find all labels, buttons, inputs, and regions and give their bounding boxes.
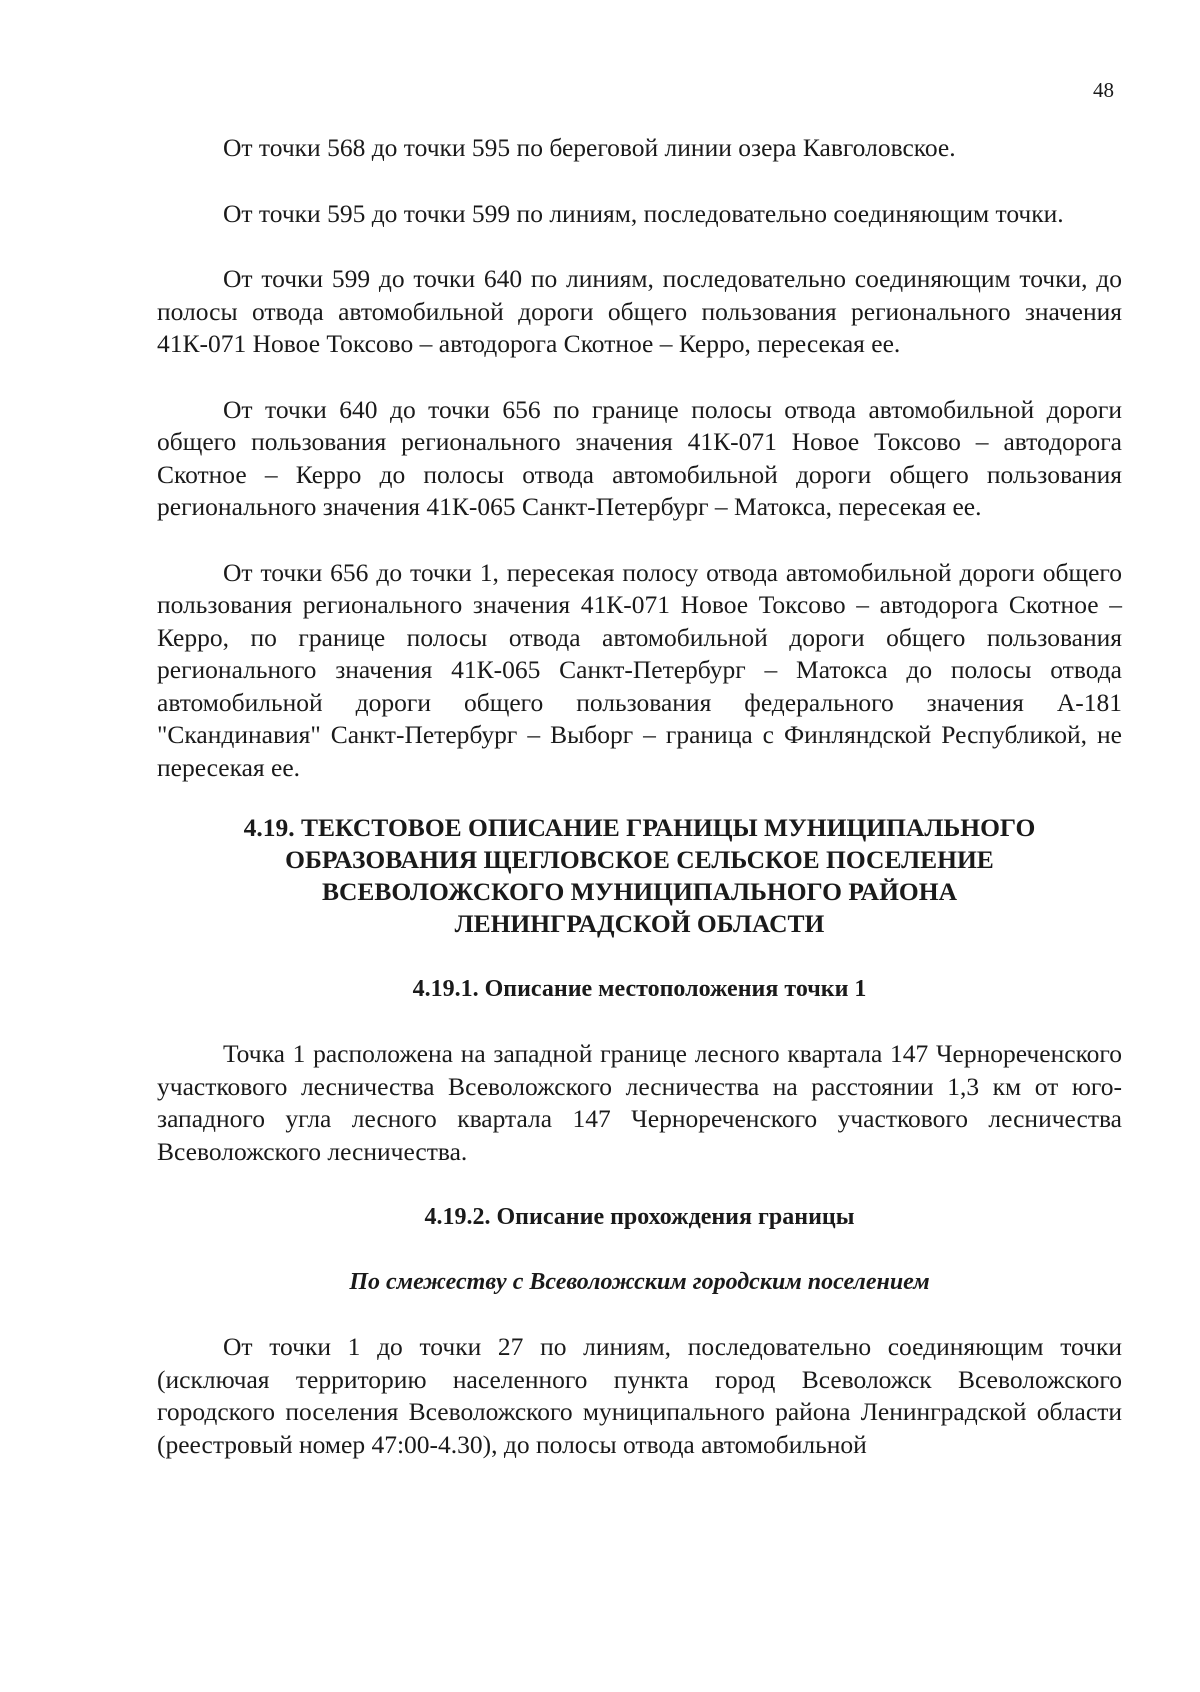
point-location-text: Точка 1 расположена на западной границе лесного квартала 147 Чернореченского участкового лесничества Всеволожского лесничества на расстоянии 1,3 км от юго-западного угла лесного квартала 147 Чернореченского участкового лесничества Всеволожского лесничества. bbox=[157, 1039, 1122, 1166]
paragraph-3: От точки 599 до точки 640 по линиям, последовательно соединяющим точки, до полосы отвода автомобильной дороги общего пользования регионального значения 41К-071 Новое Токсово – автодорога Скотное – Керро, пересекая ее. bbox=[157, 264, 1122, 358]
adjacency-heading: По смежеству с Всеволожским городским поселением bbox=[349, 1269, 930, 1295]
subsection-heading-point-location: 4.19.1. Описание местоположения точки 1 bbox=[412, 976, 867, 1002]
page-content bbox=[157, 132, 1122, 1461]
subsection-heading-boundary: 4.19.2. Описание прохождения границы bbox=[424, 1204, 855, 1230]
section-heading-line: ЛЕНИНГРАДСКОЙ ОБЛАСТИ bbox=[454, 909, 825, 938]
paragraph-5: От точки 656 до точки 1, пересекая полосу отвода автомобильной дороги общего пользования регионального значения 41К-071 Новое Токсово – автодорога Скотное – Керро, по границе полосы отвода автомобильной дороги общего пользования регионального значения 41К-065 Санкт-Петербург – Матокса до полосы отвода автомобильной дороги общего пользования федерального значения А-181 "Скандинавия" Санкт-Петербург – Выборг – граница с Финляндской Республикой, не пересекая ее. bbox=[157, 557, 1122, 782]
adjacency-text: От точки 1 до точки 27 по линиям, последовательно соединяющим точки (исключая территорию населенного пункта город Всеволожск Всеволожского городского поселения Всеволожского муниципального района Ленинградской области (реестровый номер 47:00-4.30), до полосы отвода автомобильной bbox=[157, 1332, 1122, 1459]
paragraph-1: От точки 568 до точки 595 по береговой линии озера Кавголовское. bbox=[223, 133, 956, 162]
section-heading-line: ОБРАЗОВАНИЯ ЩЕГЛОВСКОЕ СЕЛЬСКОЕ ПОСЕЛЕНИЕ bbox=[285, 845, 994, 874]
paragraph-2: От точки 595 до точки 599 по линиям, последовательно соединяющим точки. bbox=[223, 198, 1064, 228]
section-heading-line: 4.19. ТЕКСТОВОЕ ОПИСАНИЕ ГРАНИЦЫ МУНИЦИПАЛЬНОГО bbox=[243, 813, 1036, 842]
section-heading bbox=[157, 812, 1122, 940]
paragraph-4: От точки 640 до точки 656 по границе полосы отвода автомобильной дороги общего пользования регионального значения 41К-071 Новое Токсово – автодорога Скотное – Керро до полосы отвода автомобильной дороги общего пользования регионального значения 41К-065 Санкт-Петербург – Матокса, пересекая ее. bbox=[157, 394, 1122, 521]
page-number: 48 bbox=[1093, 78, 1114, 102]
section-heading-line: ВСЕВОЛОЖСКОГО МУНИЦИПАЛЬНОГО РАЙОНА bbox=[321, 877, 958, 906]
